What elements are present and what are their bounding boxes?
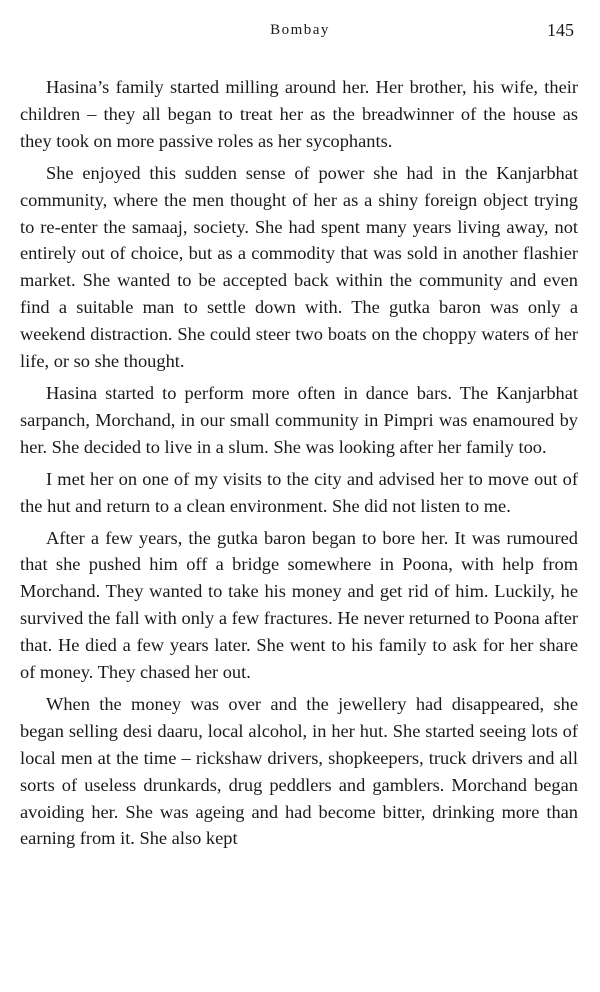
running-head (0, 20, 600, 44)
body-text (20, 74, 578, 852)
running-title: Bombay (270, 22, 330, 38)
page-number: 145 (547, 20, 574, 40)
paragraph: Hasina’s family started milling around her. Her brother, his wife, their children – they all began to treat her as the breadwinner of the house as they took on more passive roles as her sycophants. (20, 77, 578, 151)
paragraph: Hasina started to perform more often in dance bars. The Kanjarbhat sarpanch, Morchand, in our small community in Pimpri was enamoured by her. She decided to live in a slum. She was looking after her family too. (20, 382, 578, 457)
paragraph: I met her on one of my visits to the city and advised her to move out of the hut and return to a clean environment. She did not listen to me. (20, 468, 578, 516)
paragraph: After a few years, the gutka baron began to bore her. It was rumoured that she pushed him off a bridge somewhere in Poona, with help from Morchand. They wanted to take his money and get rid of him. Luckily, he survived the fall with only a few fractures. He never returned to Poona after that. He died a few years later. She went to his family to ask for her share of money. They chased her out. (20, 527, 578, 683)
paragraph: When the money was over and the jewellery had disappeared, she began selling desi daaru, local alcohol, in her hut. She started seeing lots of local men at the time – rickshaw drivers, shopkeepers, truck drivers and all sorts of useless drunkards, drug peddlers and gamblers. Morchand began avoiding her. She was ageing and had become bitter, drinking more than earning from it. She also kept (20, 693, 578, 849)
paragraph: She enjoyed this sudden sense of power she had in the Kanjarbhat community, where the men thought of her as a shiny foreign object trying to re-enter the samaaj, society. She had spent many years living away, not entirely out of choice, but as a commodity that was sold in another flashier market. She wanted to be accepted back within the community and even find a suitable man to settle down with. The gutka baron was only a weekend distraction. She could steer two boats on the choppy waters of her life, or so she thought. (20, 162, 578, 372)
